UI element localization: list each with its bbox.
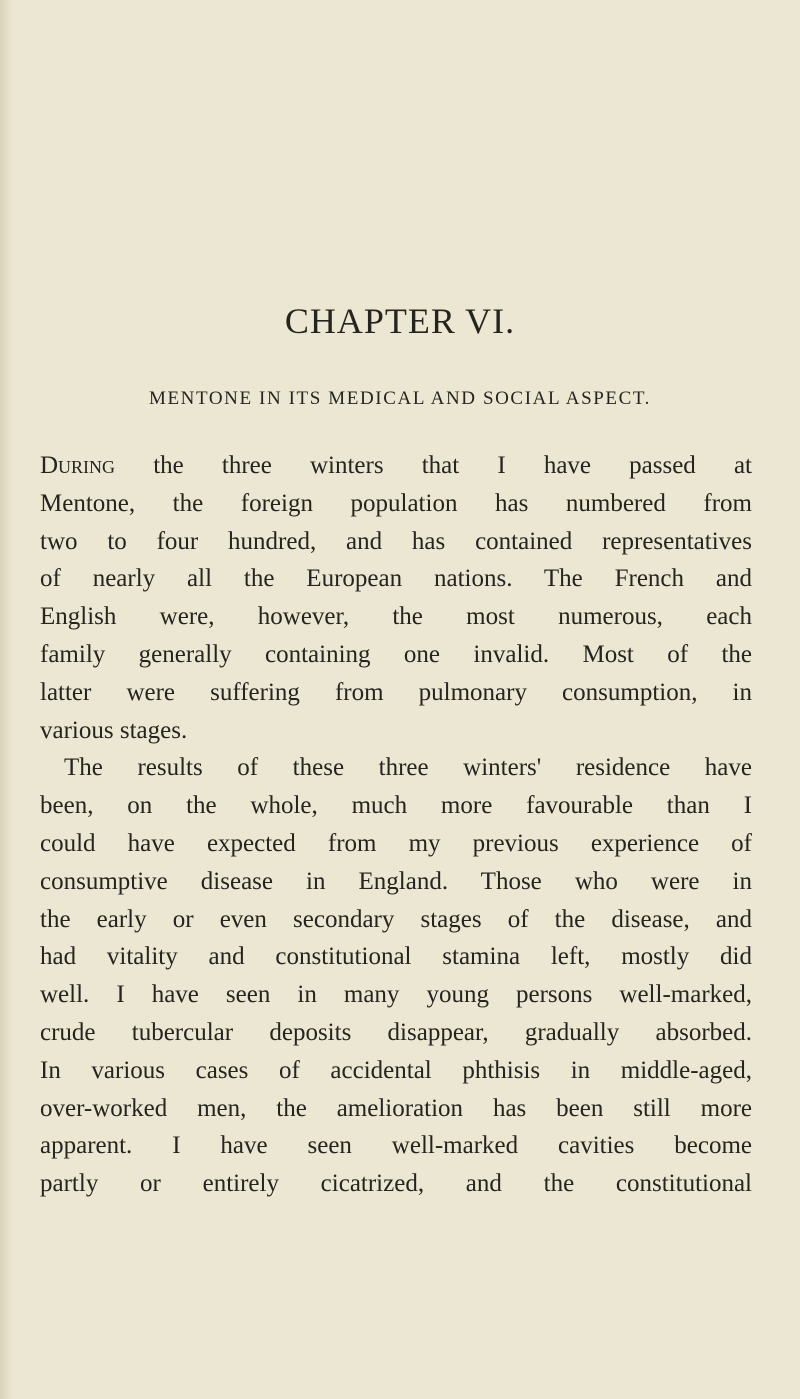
text-line: Mentone, the foreign population has numbered from bbox=[40, 489, 752, 517]
text-line: various stages. bbox=[40, 716, 188, 744]
text-line: of nearly all the European nations. The French and bbox=[40, 565, 752, 593]
text-line: The results of these three winters' residence have bbox=[64, 754, 752, 782]
text-line: could have expected from my previous experience of bbox=[40, 829, 752, 857]
text-line: family generally containing one invalid. Most of the bbox=[40, 640, 752, 668]
text-line: had vitality and constitutional stamina left, mostly did bbox=[40, 943, 752, 971]
page-edge-shadow bbox=[0, 0, 12, 1399]
text-line: In various cases of accidental phthisis in middle-aged, bbox=[40, 1056, 752, 1084]
text-line: English were, however, the most numerous, each bbox=[40, 603, 752, 631]
text-line: apparent. I have seen well-marked cavities become bbox=[40, 1132, 752, 1160]
text-line: the early or even secondary stages of the disease, and bbox=[40, 905, 752, 933]
text-line: two to four hundred, and has contained representatives bbox=[40, 527, 752, 555]
body-text bbox=[40, 447, 752, 1203]
text-line: over-worked men, the amelioration has been still more bbox=[40, 1094, 752, 1122]
text-line: crude tubercular deposits disappear, gradually absorbed. bbox=[40, 1018, 752, 1046]
chapter-subtitle: MENTONE IN ITS MEDICAL AND SOCIAL ASPECT. bbox=[148, 388, 652, 409]
lead-word: During bbox=[40, 452, 116, 479]
text-line: well. I have seen in many young persons well-marked, bbox=[40, 981, 752, 1009]
text-line: been, on the whole, much more favourable than I bbox=[40, 792, 752, 820]
text-line: latter were suffering from pulmonary consumption, in bbox=[40, 678, 752, 706]
text-line: consumptive disease in England. Those who were in bbox=[40, 867, 752, 895]
text-line: partly or entirely cicatrized, and the constitutional bbox=[40, 1170, 752, 1198]
text-line: During the three winters that I have passed at bbox=[40, 452, 752, 479]
chapter-title: CHAPTER VI. bbox=[284, 301, 516, 341]
